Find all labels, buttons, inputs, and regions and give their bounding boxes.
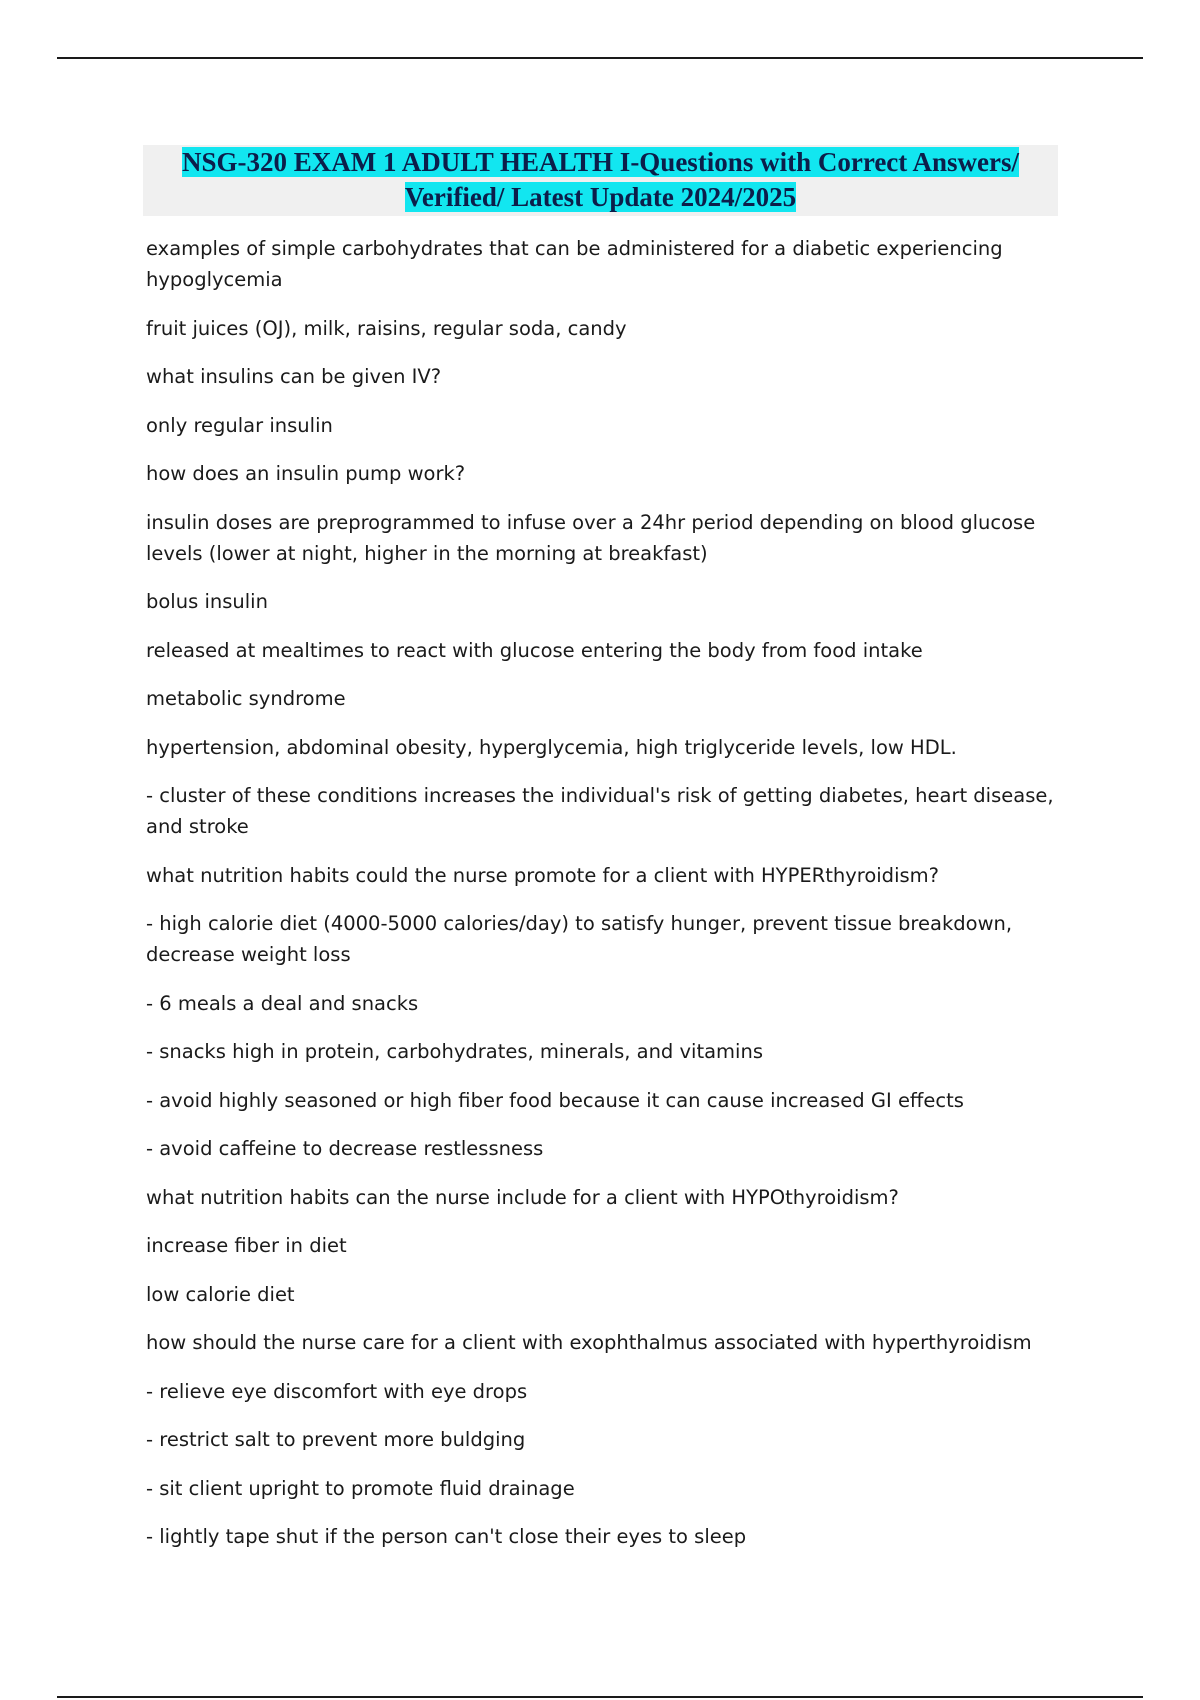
paragraph: - sit client upright to promote fluid drainage: [146, 1476, 575, 1500]
paragraph: increase fiber in diet: [146, 1234, 347, 1257]
paragraph: how should the nurse care for a client with exophthalmus associated with hyperthyroidism: [146, 1331, 1032, 1354]
paragraph: low calorie diet: [146, 1282, 295, 1306]
document-title: [143, 145, 1058, 216]
paragraph: - restrict salt to prevent more buldging: [146, 1428, 526, 1451]
title-line-2: Verified/ Latest Update 2024/2025: [404, 182, 797, 212]
top-rule: [57, 57, 1143, 59]
paragraph: insulin doses are preprogrammed to infuse over a 24hr period depending on blood glucose levels (lower at night, higher in the morning at breakfast): [146, 510, 1036, 565]
bottom-rule: [57, 1696, 1143, 1698]
paragraph: - relieve eye discomfort with eye drops: [146, 1379, 528, 1403]
paragraph: - 6 meals a deal and snacks: [146, 991, 419, 1015]
paragraph: fruit juices (OJ), milk, raisins, regular soda, candy: [146, 316, 627, 340]
paragraph: hypertension, abdominal obesity, hyperglycemia, high triglyceride levels, low HDL.: [146, 735, 957, 759]
paragraph: - lightly tape shut if the person can't close their eyes to sleep: [146, 1525, 747, 1548]
paragraph: - cluster of these conditions increases the individual's risk of getting diabetes, heart disease, and stroke: [146, 784, 1054, 838]
paragraph: - avoid highly seasoned or high fiber food because it can cause increased GI effects: [146, 1088, 964, 1112]
paragraph: - snacks high in protein, carbohydrates, minerals, and vitamins: [146, 1040, 763, 1063]
title-line-1: NSG-320 EXAM 1 ADULT HEALTH I-Questions with Correct Answers/: [181, 147, 1020, 177]
paragraph: - avoid caffeine to decrease restlessness: [146, 1137, 544, 1160]
paragraph: how does an insulin pump work?: [146, 462, 466, 485]
paragraph: only regular insulin: [146, 413, 333, 437]
paragraph: metabolic syndrome: [146, 687, 346, 710]
paragraph: examples of simple carbohydrates that can be administered for a diabetic experiencing hypoglycemia: [146, 237, 1003, 291]
paragraph: bolus insulin: [146, 590, 268, 613]
paragraph: what nutrition habits could the nurse promote for a client with HYPERthyroidism?: [146, 863, 939, 887]
paragraph: what nutrition habits can the nurse include for a client with HYPOthyroidism?: [146, 1185, 899, 1209]
document-body: [146, 233, 1066, 1570]
paragraph: - high calorie diet (4000-5000 calories/day) to satisfy hunger, prevent tissue breakdown, decrease weight loss: [146, 912, 1013, 966]
paragraph: released at mealtimes to react with glucose entering the body from food intake: [146, 638, 923, 662]
paragraph: what insulins can be given IV?: [146, 365, 442, 388]
